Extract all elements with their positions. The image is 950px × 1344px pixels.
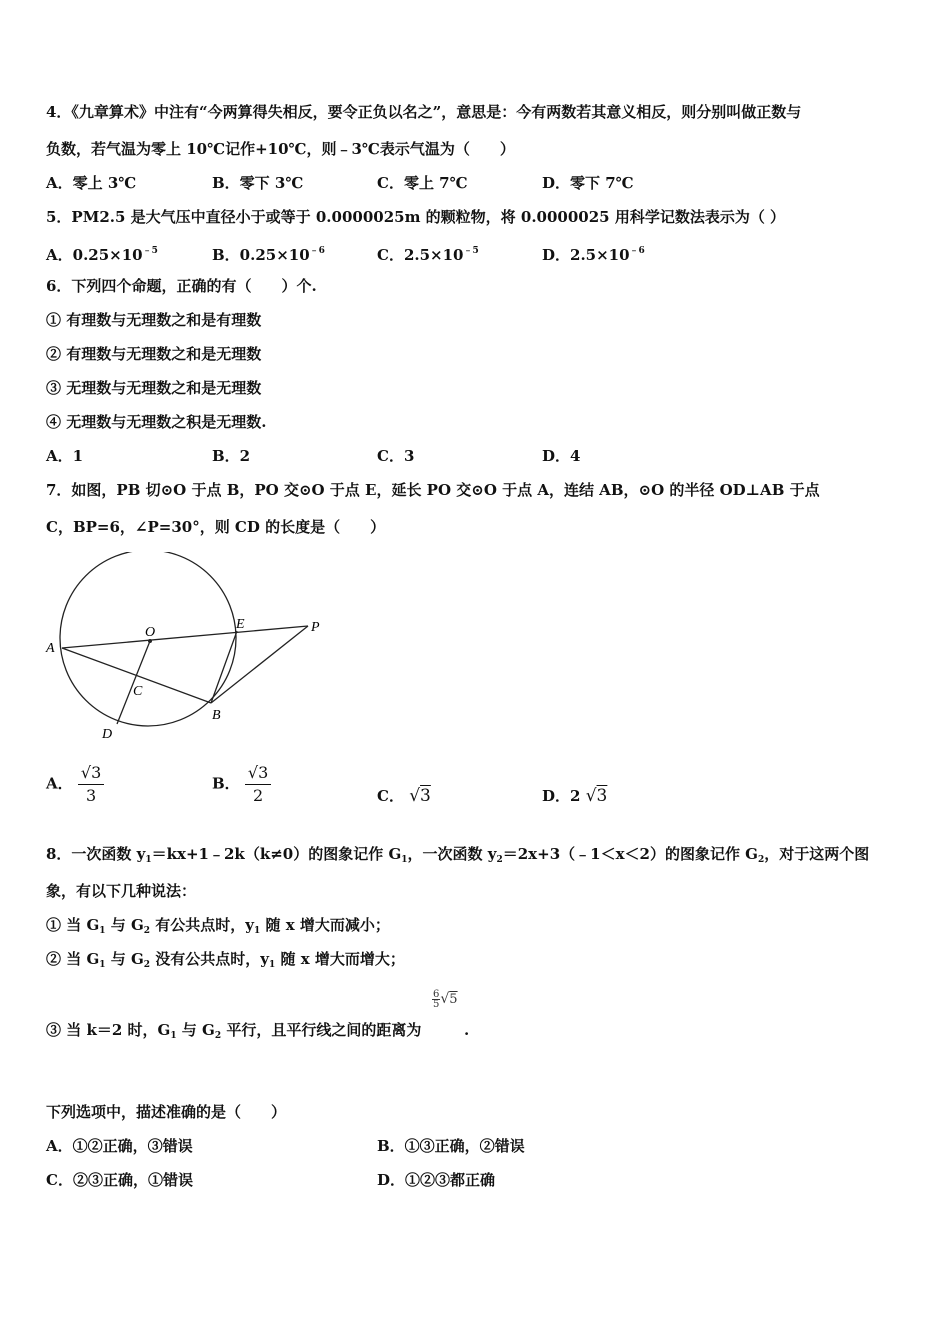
q8-s2-e: 没有公共点时，y	[150, 950, 270, 968]
q8-s1-a: ① 当 G	[46, 916, 100, 934]
q4-stem-line2: 负数，若气温为零上 10℃记作+10℃，则﹣3℃表示气温为（ ）	[46, 140, 515, 158]
q5-option-b-exp: ﹣6	[309, 246, 325, 256]
q7-option-a-fraction	[78, 762, 104, 807]
q8-l1-d: 1	[401, 855, 408, 865]
q7-option-c	[377, 786, 431, 806]
q7-stem-line1: 7．如图，PB 切⊙O 于点 B，PO 交⊙O 于点 E，延长 PO 交⊙O 于点 A，连结 AB，⊙O 的半径 OD⊥AB 于点	[46, 481, 820, 499]
q8-statement-2	[46, 949, 405, 975]
q8-s1-b: 1	[99, 926, 106, 936]
q8-distance-numerator: 6	[433, 989, 440, 1000]
q7-option-b	[212, 762, 271, 807]
q7-stem-line2: C，BP=6，∠P=30°，则 CD 的长度是（ ）	[46, 518, 386, 536]
q4-option-d: D．零下 7℃	[542, 174, 634, 192]
q7-option-d-radicand: 3	[596, 786, 608, 806]
q7-option-c-sqrt-sign: √	[409, 786, 421, 806]
q6-stem: 6．下列四个命题，正确的有（ ）个.	[46, 277, 317, 295]
q8-option-b: B．①③正确，②错误	[377, 1137, 525, 1155]
q6-item-3: ③ 无理数与无理数之和是无理数	[46, 379, 262, 397]
q8-s2-b: 1	[99, 960, 106, 970]
q8-s2-a: ② 当 G	[46, 950, 100, 968]
q8-l1-h: 2	[758, 855, 765, 865]
q5-option-b	[212, 241, 325, 265]
q8-statement-3	[46, 1020, 421, 1046]
q8-distance-denominator: 5	[433, 999, 440, 1010]
q8-s1-e: 有公共点时，y	[150, 916, 255, 934]
q7-option-a-numerator: √3	[78, 762, 104, 785]
q8-s3-d: 2	[214, 1031, 222, 1041]
q8-option-c: C．②③正确，①错误	[46, 1171, 193, 1189]
line-od	[117, 641, 150, 724]
q8-l1-g: ＝2x+3（﹣1＜x＜2）的图象记作 G	[502, 845, 758, 863]
label-d: D	[102, 727, 113, 742]
q5-option-c-exp: ﹣5	[463, 246, 479, 256]
q8-distance-radicand: 5	[449, 992, 458, 1007]
q8-option-a: A．①②正确，③错误	[46, 1137, 193, 1155]
q5-option-a-exp: ﹣5	[142, 246, 158, 256]
q7-option-b-label: B．	[212, 774, 240, 793]
q6-option-b: B．2	[212, 447, 251, 465]
q8-statement-3-end: .	[464, 1021, 470, 1039]
q8-s2-c: 与 G	[105, 950, 144, 968]
q7-option-c-radicand: 3	[420, 786, 431, 806]
q5-option-d-exp: ﹣6	[629, 246, 645, 256]
label-c: C	[133, 684, 143, 699]
q5-stem: 5．PM2.5 是大气压中直径小于或等于 0.0000025m 的颗粒物，将 0.0000025 用科学记数法表示为（ ）	[46, 208, 786, 226]
q7-option-d-label: D．2	[542, 787, 581, 805]
q4-option-b: B．零下 3℃	[212, 174, 304, 192]
q5-option-c-base: C．2.5×10	[377, 246, 464, 264]
q8-s3-c: 与 G	[176, 1021, 215, 1039]
q7-option-a	[46, 762, 104, 807]
q7-option-c-label: C．	[377, 787, 404, 805]
q5-option-b-base: B．0.25×10	[212, 246, 310, 264]
q8-s1-c: 与 G	[105, 916, 144, 934]
q8-stem-line1	[46, 844, 869, 870]
q6-option-d: D．4	[542, 447, 581, 465]
q4-option-c: C．零上 7℃	[377, 174, 468, 192]
label-a: A	[46, 641, 55, 656]
q6-option-c: C．3	[377, 447, 415, 465]
q8-l1-c: ＝kx+1﹣2k（k≠0）的图象记作 G	[151, 845, 402, 863]
q7-option-b-denominator: 2	[253, 786, 264, 805]
q6-item-1: ① 有理数与无理数之和是有理数	[46, 311, 262, 329]
circle-tangent-diagram	[44, 552, 334, 747]
q8-distance-sqrt-sign: √	[440, 991, 450, 1007]
q6-option-a: A．1	[46, 447, 84, 465]
q8-s1-g: 随 x 增大而减小；	[260, 916, 390, 934]
q4-stem-line1: 4．《九章算术》中注有“今两算得失相反，要令正负以名之”，意思是：今有两数若其意义相反，则分别叫做正数与	[46, 103, 802, 121]
q7-option-d-sqrt-sign: √	[585, 786, 597, 806]
label-e: E	[236, 617, 245, 632]
q8-l1-f: 2	[496, 855, 503, 865]
q8-option-d: D．①②③都正确	[377, 1171, 496, 1189]
q7-option-a-denominator: 3	[85, 786, 97, 805]
label-o: O	[145, 625, 156, 640]
q8-s3-b: 1	[170, 1031, 177, 1041]
q8-s1-d: 2	[143, 926, 151, 936]
q6-item-4: ④ 无理数与无理数之积是无理数.	[46, 413, 267, 431]
q7-option-b-numerator: √3	[245, 762, 271, 785]
q8-s2-g: 随 x 增大而增大；	[275, 950, 405, 968]
label-p: P	[311, 620, 320, 635]
q6-item-2: ② 有理数与无理数之和是无理数	[46, 345, 262, 363]
q5-option-c	[377, 241, 479, 265]
q8-prompt: 下列选项中，描述准确的是（ ）	[46, 1103, 287, 1121]
q8-l1-i: ，对于这两个图	[764, 845, 870, 863]
q8-s2-f: 1	[269, 960, 276, 970]
q5-option-a-base: A．0.25×10	[46, 246, 143, 264]
q5-option-d-base: D．2.5×10	[542, 246, 630, 264]
q8-statement-1	[46, 915, 390, 941]
q8-l1-a: 8．一次函数 y	[46, 845, 146, 863]
q8-s3-a: ③ 当 k＝2 时，G	[46, 1021, 171, 1039]
q4-option-a: A．零上 3℃	[46, 174, 137, 192]
q8-l1-b: 1	[145, 855, 152, 865]
line-ap	[62, 626, 308, 648]
q8-distance-expression	[432, 990, 458, 1009]
q7-option-a-label: A．	[46, 774, 73, 793]
q8-s1-f: 1	[254, 926, 261, 936]
q8-l1-e: ，一次函数 y	[407, 845, 497, 863]
label-b: B	[212, 708, 221, 723]
q8-stem-line2: 象，有以下几种说法：	[46, 882, 197, 900]
q8-s2-d: 2	[143, 960, 151, 970]
q7-option-d	[542, 786, 607, 806]
q5-option-a	[46, 241, 158, 265]
q8-s3-e: 平行，且平行线之间的距离为	[221, 1021, 422, 1039]
q7-option-b-fraction	[245, 762, 271, 807]
q5-option-d	[542, 241, 645, 265]
